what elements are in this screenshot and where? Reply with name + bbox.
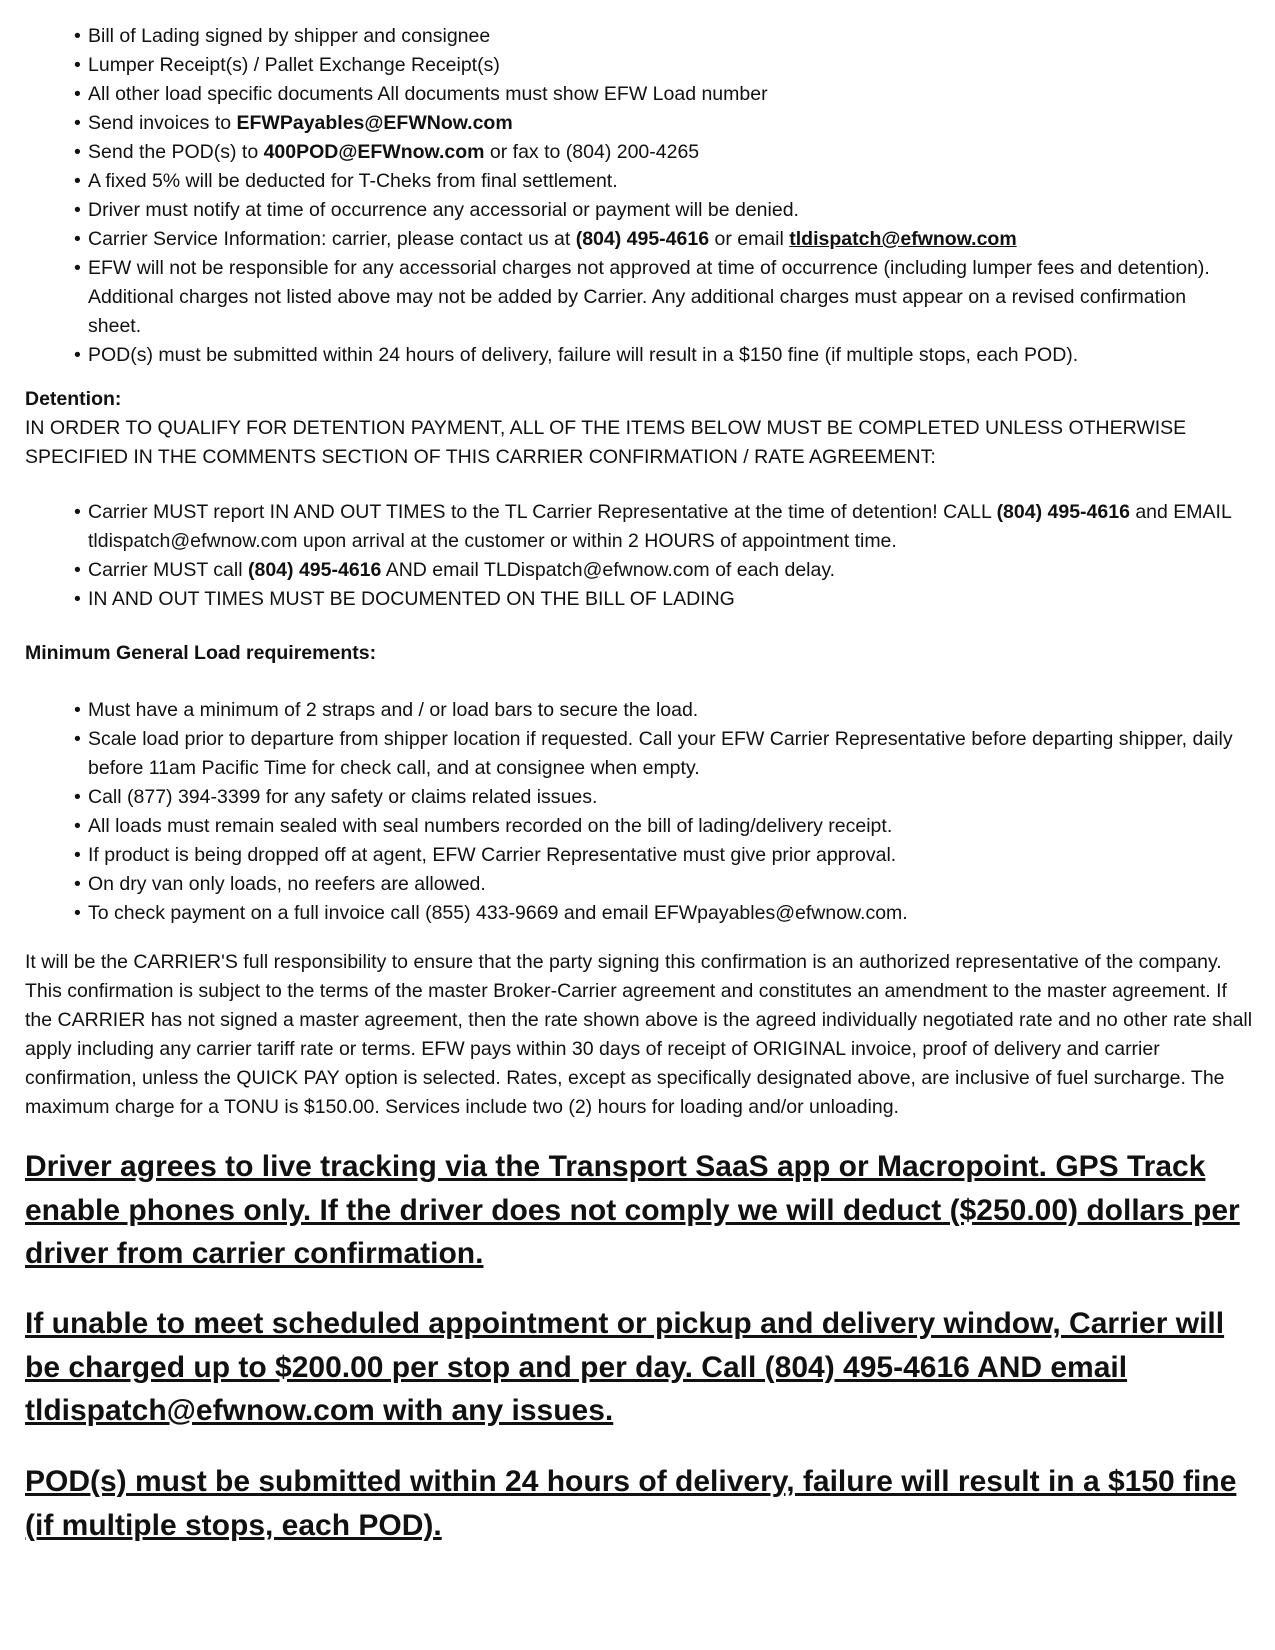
list-item: • Bill of Lading signed by shipper and consignee xyxy=(74,22,1234,51)
pod-email: 400POD@EFWnow.com xyxy=(263,141,485,163)
list-item: • On dry van only loads, no reefers are allowed. xyxy=(74,870,1234,899)
list-item: • Scale load prior to departure from shipper location if requested. Call your EFW Carrier Representative before departing shipper, daily before 11am Pacific Time for check call, and at consignee when empty. xyxy=(74,725,1234,783)
list-item: • If product is being dropped off at agent, EFW Carrier Representative must give prior approval. xyxy=(74,841,1234,870)
requirements-heading: Minimum General Load requirements: xyxy=(25,642,377,664)
list-item: • POD(s) must be submitted within 24 hours of delivery, failure will result in a $150 fine (if multiple stops, each POD). xyxy=(74,341,1234,370)
dispatch-phone: (804) 495-4616 xyxy=(575,228,710,250)
list-item: • IN AND OUT TIMES MUST BE DOCUMENTED ON THE BILL OF LADING xyxy=(74,585,1234,614)
list-item: • Send invoices to EFWPayables@EFWNow.com xyxy=(74,109,1234,138)
appointment-notice: If unable to meet scheduled appointment or pickup and delivery window, Carrier will be charged up to $200.00 per stop and per day. Call (804) 495-4616 AND email tldispatch@efwnow.com with any issues. xyxy=(25,1307,1225,1427)
list-item: • To check payment on a full invoice call (855) 433-9669 and email EFWpayables@efwnow.com. xyxy=(74,899,1234,928)
responsibility-paragraph: It will be the CARRIER'S full responsibility to ensure that the party signing this confirmation is an authorized representative of the company. This confirmation is subject to the terms of the master Broker-Carrier agreement and constitutes an amendment to the master agreement. If the CARRIER has not signed a master agreement, then the rate shown above is the agreed individually negotiated rate and no other rate shall apply including any carrier tariff rate or terms. EFW pays within 30 days of receipt of ORIGINAL invoice, proof of delivery and carrier confirmation, unless the QUICK PAY option is selected. Rates, except as specifically designated above, are inclusive of fuel surcharge. The maximum charge for a TONU is $150.00. Services include two (2) hours for loading and/or unloading. xyxy=(25,951,1253,1118)
list-item: • Call (877) 394-3399 for any safety or claims related issues. xyxy=(74,783,1234,812)
list-item: • A fixed 5% will be deducted for T-Cheks from final settlement. xyxy=(74,167,1234,196)
detention-intro: IN ORDER TO QUALIFY FOR DETENTION PAYMENT, ALL OF THE ITEMS BELOW MUST BE COMPLETED UNLESS OTHERWISE SPECIFIED IN THE COMMENTS SECTION OF THIS CARRIER CONFIRMATION / RATE AGREEMENT: xyxy=(25,417,1187,468)
list-item: • Carrier MUST call (804) 495-4616 AND email TLDispatch@efwnow.com of each delay. xyxy=(74,556,1234,585)
dispatch-email-link[interactable]: tldispatch@efwnow.com xyxy=(789,228,1017,250)
list-item: • Send the POD(s) to 400POD@EFWnow.com or fax to (804) 200-4265 xyxy=(74,138,1234,167)
list-item: • Driver must notify at time of occurrence any accessorial or payment will be denied. xyxy=(74,196,1234,225)
requirements-list xyxy=(74,696,1234,928)
list-item: • Carrier Service Information: carrier, please contact us at (804) 495-4616 or email tldispatch@efwnow.com xyxy=(74,225,1234,254)
tracking-notice: Driver agrees to live tracking via the Transport SaaS app or Macropoint. GPS Track enable phones only. If the driver does not comply we will deduct ($250.00) dollars per driver from carrier confirmation. xyxy=(25,1150,1240,1270)
list-item: • EFW will not be responsible for any accessorial charges not approved at time of occurrence (including lumper fees and detention). Additional charges not listed above may not be added by Carrier. Any additional charges must appear on a revised confirmation sheet. xyxy=(74,254,1234,341)
invoice-email: EFWPayables@EFWNow.com xyxy=(236,112,513,134)
list-item: • Carrier MUST report IN AND OUT TIMES to the TL Carrier Representative at the time of detention! CALL (804) 495-4616 and EMAIL tldispatch@efwnow.com upon arrival at the customer or within 2 HOURS of appointment time. xyxy=(74,498,1234,556)
list-item: • All loads must remain sealed with seal numbers recorded on the bill of lading/delivery receipt. xyxy=(74,812,1234,841)
list-item: • Lumper Receipt(s) / Pallet Exchange Receipt(s) xyxy=(74,51,1234,80)
list-item: • Must have a minimum of 2 straps and / or load bars to secure the load. xyxy=(74,696,1234,725)
list-item: • All other load specific documents All documents must show EFW Load number xyxy=(74,80,1234,109)
detention-list xyxy=(74,498,1234,614)
detention-heading: Detention: xyxy=(25,388,122,410)
pod-notice: POD(s) must be submitted within 24 hours of delivery, failure will result in a $150 fine (if multiple stops, each POD). xyxy=(25,1465,1237,1542)
document-requirements-list xyxy=(74,22,1234,370)
